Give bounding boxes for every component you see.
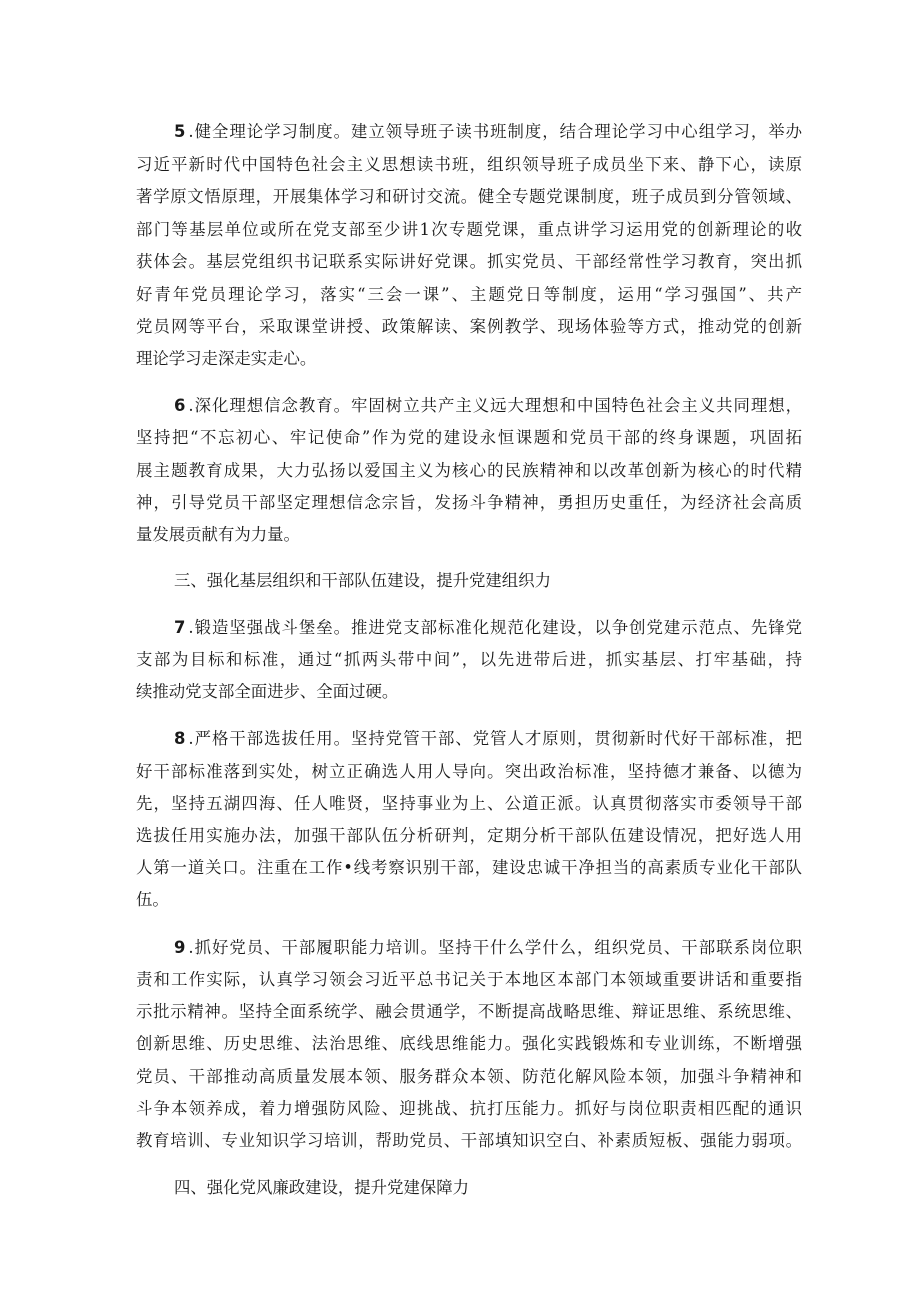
paragraph-9-line-3: 示批示精神。坚持全面系统学、融会贯通学，不断提高战略思维、辩证思维、系统思维、 [136,1002,802,1021]
paragraph-9-line-2: 责和工作实际，认真学习领会习近平总书记关于本地区本部门本领域重要讲话和重要指 [136,970,802,989]
paragraph-8-line-4: 选拔任用实施办法，加强干部队伍分析研判，定期分析干部队伍建设情况，把好选人用 [136,826,802,845]
section-heading-4: 四、强化党风廉政建设，提升党建保障力 [174,1178,470,1197]
paragraph-8-line-2: 好干部标准落到实处，树立正确选人用人导向。突出政治标准，坚持德才兼备、以德为 [136,762,802,781]
paragraph-7-line-1: 7 .锻造坚强战斗堡垒。推进党支部标准化规范化建设，以争创党建示范点、先锋党 [174,618,802,637]
paragraph-5-line-4: 部门等基层单位或所在党支部至少讲1次专题党课，重点讲学习运用党的创新理论的收 [136,220,802,239]
paragraph-5-line-1: 5 .健全理论学习制度。建立领导班子读书班制度，结合理论学习中心组学习，举办 [174,122,802,141]
paragraph-5-line-2: 习近平新时代中国特色社会主义思想读书班，组织领导班子成员坐下来、静下心，读原 [136,155,802,174]
paragraph-9-line-5: 党员、干部推动高质量发展本领、服务群众本领、防范化解风险本领，加强斗争精神和 [136,1067,802,1086]
item-number: 7 [174,618,186,637]
paragraph-9-line-1: 9 .抓好党员、干部履职能力培训。坚持干什么学什么，组织党员、干部联系岗位职 [174,938,802,957]
item-number: 8 [174,729,186,748]
paragraph-8-line-1: 8 .严格干部选拔任用。坚持党管干部、党管人才原则，贯彻新时代好干部标准，把 [174,729,802,748]
paragraph-7-line-3: 续推动党支部全面进步、全面过硬。 [136,682,399,701]
section-heading-3: 三、强化基层组织和干部队伍建设，提升党建组织力 [174,571,551,590]
paragraph-5-line-7: 党员网等平台，采取课堂讲授、政策解读、案例教学、现场体验等方式，推动党的创新 [136,317,802,336]
paragraph-6-line-2: 坚持把“不忘初心、牢记使命”作为党的建设永恒课题和党员干部的终身课题，巩固拓 [136,428,802,447]
paragraph-9-line-4: 创新思维、历史思维、法治思维、底线思维能力。强化实践锻炼和专业训练，不断增强 [136,1034,802,1053]
paragraph-9-line-7: 教育培训、专业知识学习培训，帮助党员、干部填知识空白、补素质短板、强能力弱项。 [136,1131,802,1150]
paragraph-8-line-3: 先，坚持五湖四海、任人唯贤，坚持事业为上、公道正派。认真贯彻落实市委领导干部 [136,794,802,813]
paragraph-5-line-8: 理论学习走深走实走心。 [136,349,317,368]
paragraph-9-line-6: 斗争本领养成，着力增强防风险、迎挑战、抗打压能力。抓好与岗位职责相匹配的通识 [136,1099,802,1118]
paragraph-6-line-3: 展主题教育成果，大力弘扬以爱国主义为核心的民族精神和以改革创新为核心的时代精 [136,461,802,480]
item-number: 6 [174,396,186,415]
paragraph-5-line-6: 好青年党员理论学习，落实“三会一课”、主题党日等制度，运用“学习强国”、共产 [136,285,802,304]
paragraph-8-line-5: 人第一道关口。注重在工作•线考察识别干部，建设忠诚干净担当的高素质专业化干部队 [136,858,802,877]
paragraph-5-line-5: 获体会。基层党组织书记联系实际讲好党课。抓实党员、干部经常性学习教育，突出抓 [136,252,802,271]
paragraph-6-line-5: 量发展贡献有为力量。 [136,525,300,544]
paragraph-5-line-3: 著学原文悟原理，开展集体学习和研讨交流。健全专题党课制度，班子成员到分管领域、 [136,187,802,206]
item-number: 9 [174,938,186,957]
item-number: 5 [174,122,186,141]
paragraph-6-line-4: 神，引导党员干部坚定理想信念宗旨，发扬斗争精神，勇担历史重任，为经济社会高质 [136,493,802,512]
paragraph-7-line-2: 支部为目标和标准，通过“抓两头带中间”，以先进带后进，抓实基层、打牢基础，持 [136,650,802,669]
paragraph-6-line-1: 6 .深化理想信念教育。牢固树立共产主义远大理想和中国特色社会主义共同理想， [174,396,802,415]
paragraph-8-line-6: 伍。 [136,890,169,909]
